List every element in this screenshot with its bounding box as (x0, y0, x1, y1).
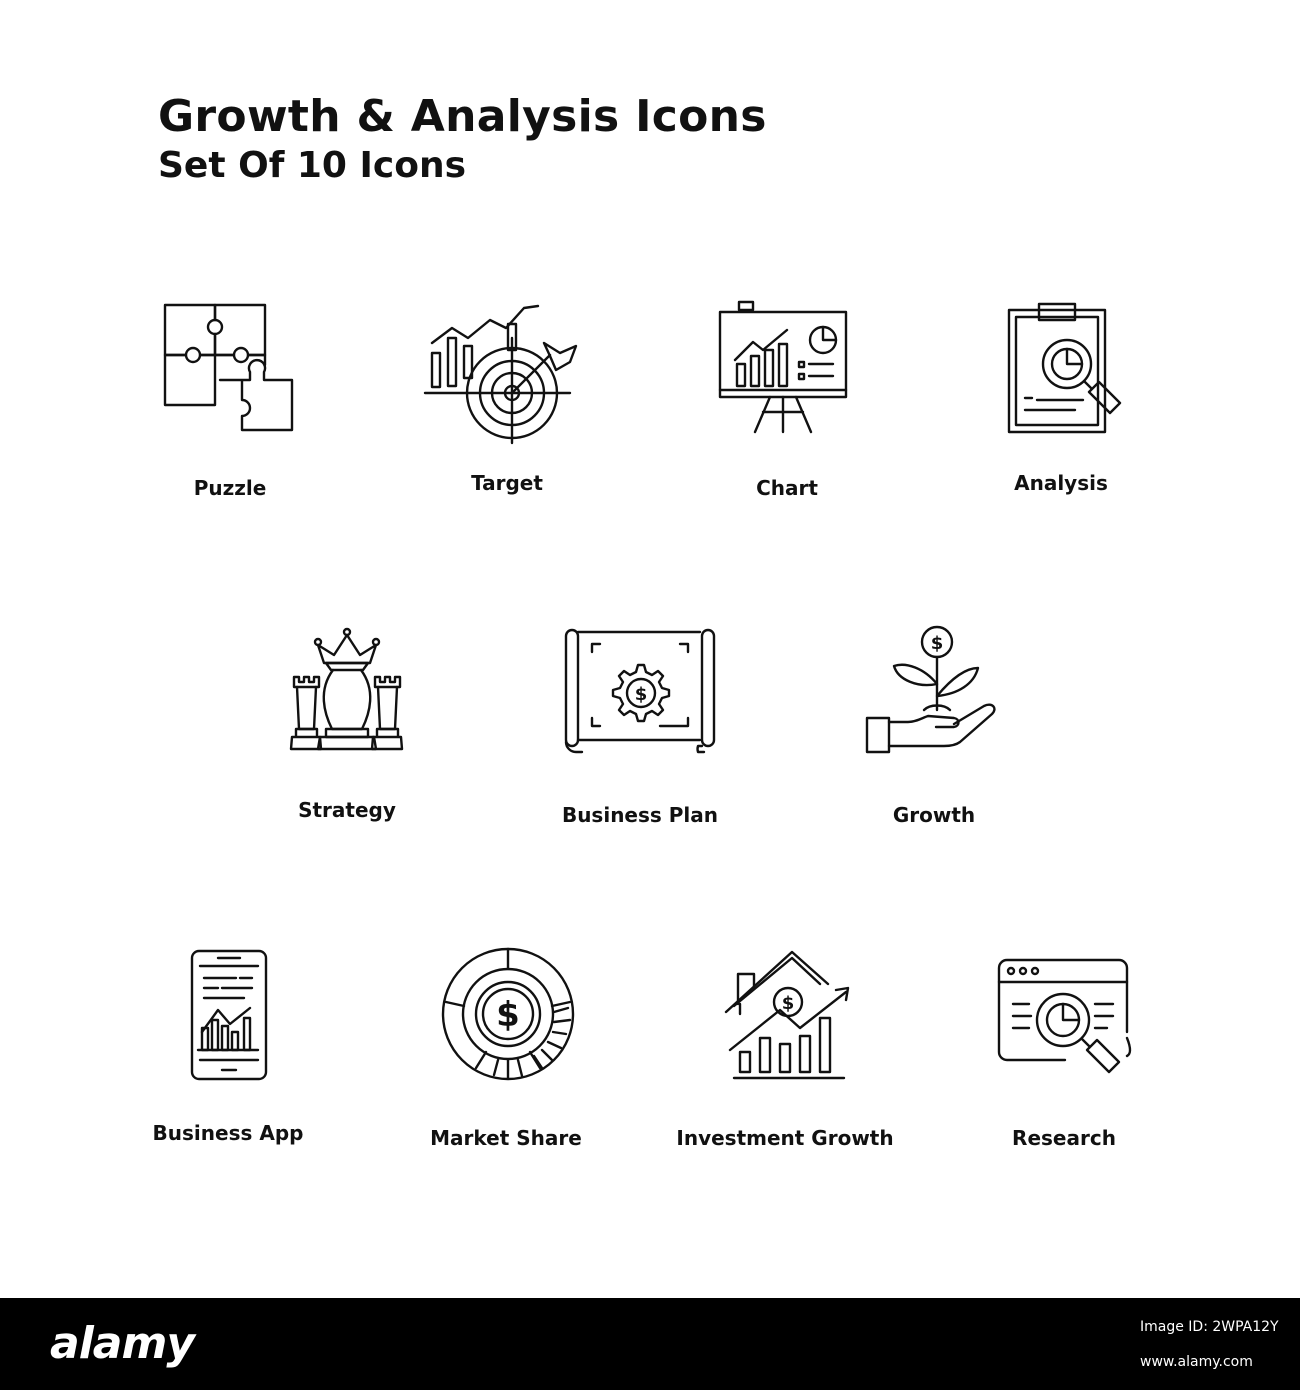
icon-label-business-plan: Business Plan (561, 803, 719, 827)
image-id: Image ID: 2WPA12Y (1140, 1319, 1279, 1335)
svg-text:$: $ (781, 993, 795, 1014)
footer-bar (0, 1298, 1300, 1390)
icon-label-growth: Growth (892, 803, 976, 827)
research-icon (995, 956, 1137, 1086)
market-share-icon (438, 944, 578, 1084)
icon-label-investment-growth: Investment Growth (676, 1126, 894, 1150)
alamy-logo: alamy (50, 1318, 194, 1369)
svg-text:$: $ (930, 633, 944, 654)
page-subtitle: Set Of 10 Icons (158, 145, 467, 186)
investment-growth-icon (720, 944, 855, 1084)
icon-label-research: Research (1012, 1126, 1116, 1150)
icon-label-target: Target (471, 471, 543, 495)
strategy-icon (288, 625, 406, 757)
business-plan-icon (560, 622, 720, 758)
target-icon (420, 298, 590, 448)
analysis-icon (1005, 302, 1127, 436)
site-url: www.alamy.com (1140, 1354, 1253, 1370)
icon-label-strategy: Strategy (298, 798, 396, 822)
growth-icon (862, 622, 1004, 756)
icon-label-puzzle: Puzzle (193, 476, 267, 500)
svg-text:$: $ (496, 995, 520, 1035)
icon-label-chart: Chart (756, 476, 818, 500)
chart-icon (715, 300, 855, 436)
page-title: Growth & Analysis Icons (158, 91, 767, 142)
puzzle-icon (160, 300, 300, 440)
icon-label-business-app: Business App (152, 1121, 304, 1145)
icon-label-market-share: Market Share (430, 1126, 582, 1150)
icon-label-analysis: Analysis (1014, 471, 1108, 495)
svg-text:$: $ (634, 684, 648, 705)
business-app-icon (188, 948, 270, 1084)
